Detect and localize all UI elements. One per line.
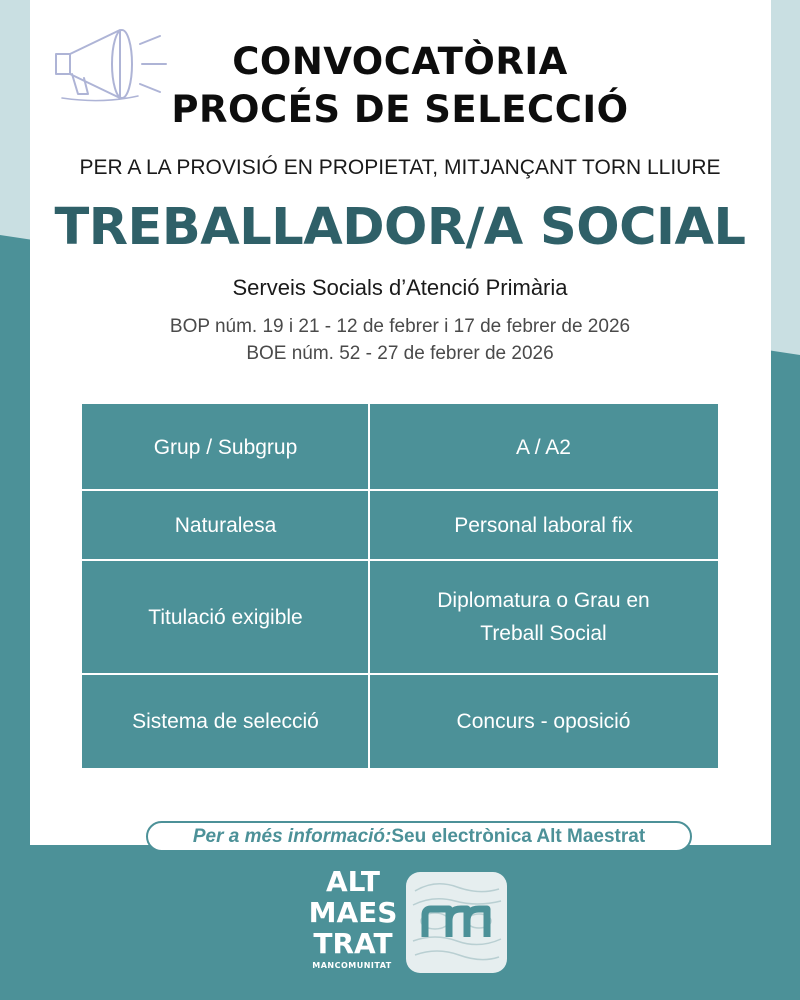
table-row bbox=[82, 490, 718, 560]
logo-wordmark bbox=[308, 866, 398, 959]
title-line-2: PROCÉS DE SELECCIÓ bbox=[171, 88, 629, 131]
provision-subtitle: PER A LA PROVISIÓ EN PROPIETAT, MITJANÇANT TORN LLIURE bbox=[79, 156, 721, 179]
boe-reference: BOE núm. 52 - 27 de febrer de 2026 bbox=[246, 343, 554, 364]
logo-line: ALT bbox=[326, 865, 380, 898]
table-divider bbox=[82, 559, 718, 561]
row-label: Naturalesa bbox=[174, 513, 277, 537]
title-line-1: CONVOCATÒRIA bbox=[232, 40, 568, 83]
mancomunitat-emblem bbox=[405, 871, 508, 974]
table-divider-vertical bbox=[368, 404, 370, 768]
more-info-banner[interactable] bbox=[146, 821, 692, 852]
row-label: Titulació exigible bbox=[148, 605, 303, 629]
bop-reference: BOP núm. 19 i 21 - 12 de febrer i 17 de febrer de 2026 bbox=[169, 316, 631, 337]
table-row bbox=[82, 404, 718, 490]
table-row bbox=[82, 560, 718, 674]
logo-line: TRAT bbox=[313, 927, 393, 960]
table-divider bbox=[82, 673, 718, 675]
job-title: TREBALLADOR/A SOCIAL bbox=[54, 198, 746, 257]
table-row bbox=[82, 674, 718, 768]
row-value: Personal laboral fix bbox=[454, 513, 633, 537]
logo-line: MAES bbox=[308, 896, 398, 929]
table-divider bbox=[82, 489, 718, 491]
row-value: Concurs - oposició bbox=[456, 709, 631, 733]
more-info-prefix: Per a més informació: bbox=[192, 825, 392, 847]
details-table bbox=[82, 404, 718, 768]
more-info-link-text: Seu electrònica Alt Maestrat bbox=[391, 825, 646, 847]
row-value: A / A2 bbox=[516, 435, 571, 459]
service-name: Serveis Socials d’Atenció Primària bbox=[232, 275, 568, 300]
row-label: Grup / Subgrup bbox=[153, 435, 298, 459]
row-value: Diplomatura o Grau en Treball Social bbox=[437, 589, 650, 645]
row-label: Sistema de selecció bbox=[132, 709, 319, 733]
logo-subtitle: MANCOMUNITAT bbox=[312, 961, 392, 970]
